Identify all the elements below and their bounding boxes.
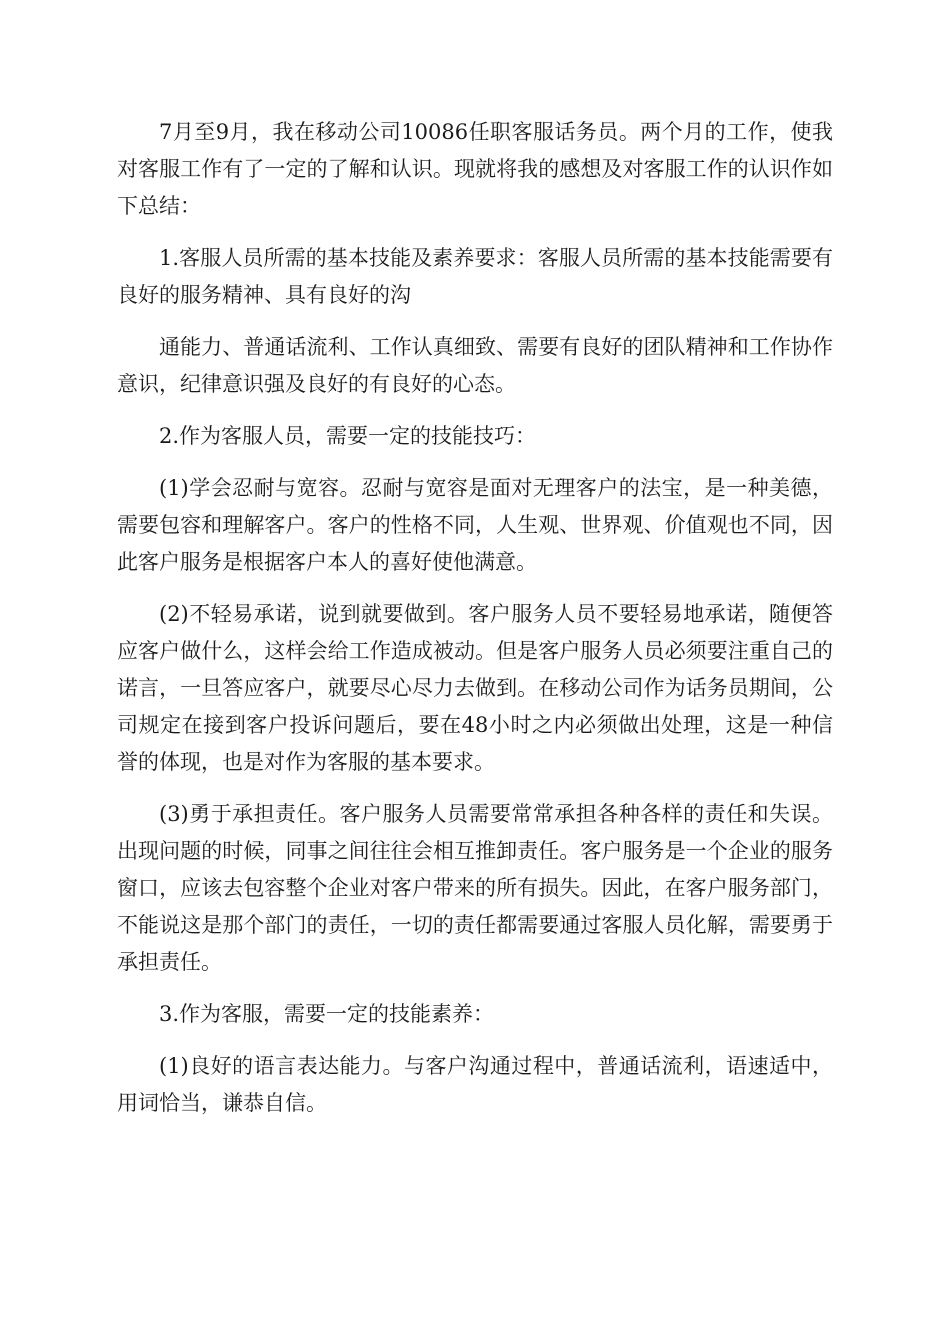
paragraph-section-2-item-2: (2)不轻易承诺，说到就要做到。客户服务人员不要轻易地承诺，随便答应客户做什么，这样会给工作造成被动。但是客户服务人员必须要注重自己的诺言，一旦答应客户，就要尽心尽力去做到。在移动公司作为话务员期间，公司规定在接到客户投诉问题后，要在48小时之内必须做出处理，这是一种信誉的体现，也是对作为客服的基本要求。 [117,602,833,774]
paragraph-section-1: 1.客服人员所需的基本技能及素养要求：客服人员所需的基本技能需要有良好的服务精神、具有良好的沟 [117,246,833,307]
paragraph-section-3-item-1: (1)良好的语言表达能力。与客户沟通过程中，普通话流利，语速适中，用词恰当，谦恭自信。 [117,1054,833,1115]
paragraph-section-2-item-1: (1)学会忍耐与宽容。忍耐与宽容是面对无理客户的法宝，是一种美德，需要包容和理解客户。客户的性格不同，人生观、世界观、价值观也不同，因此客户服务是根据客户本人的喜好使他满意。 [117,476,833,574]
paragraph-intro: 7月至9月，我在移动公司10086任职客服话务员。两个月的工作，使我对客服工作有了一定的了解和认识。现就将我的感想及对客服工作的认识作如下总结： [117,120,833,218]
paragraph-section-1-continued: 通能力、普通话流利、工作认真细致、需要有良好的团队精神和工作协作意识，纪律意识强及良好的有良好的心态。 [117,335,833,396]
paragraph-section-2-heading: 2.作为客服人员，需要一定的技能技巧： [159,424,537,448]
document-body [117,114,833,1137]
paragraph-section-2-item-3: (3)勇于承担责任。客户服务人员需要常常承担各种各样的责任和失误。出现问题的时候，同事之间往往会相互推卸责任。客户服务是一个企业的服务窗口，应该去包容整个企业对客户带来的所有损失。因此，在客户服务部门，不能说这是那个部门的责任，一切的责任都需要通过客服人员化解，需要勇于承担责任。 [117,802,833,974]
paragraph-section-3-heading: 3.作为客服，需要一定的技能素养： [159,1002,495,1026]
